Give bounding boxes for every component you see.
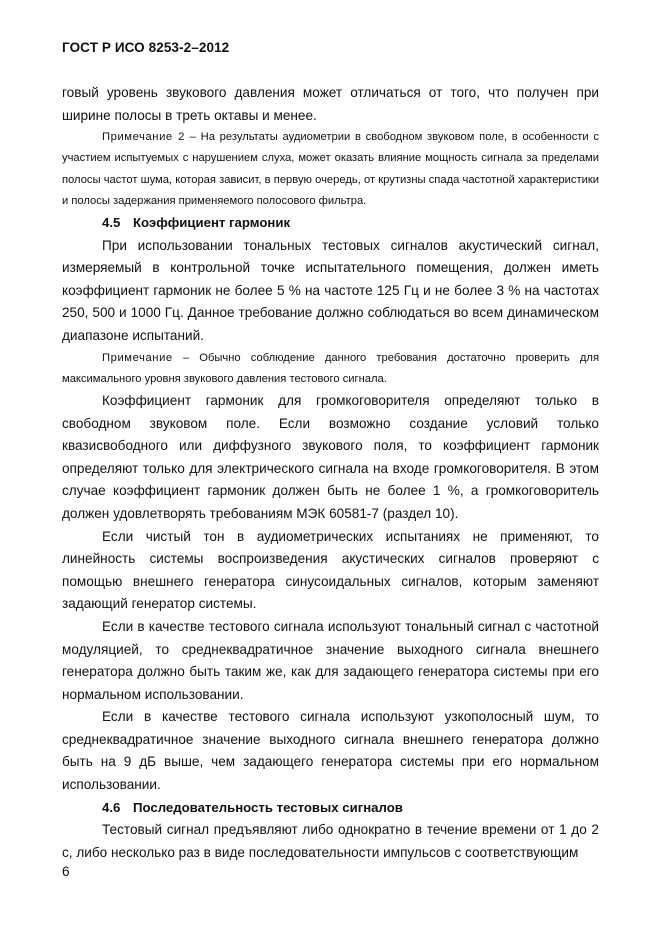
note-2-text: – На результаты аудиометрии в свободном звуковом поле, в особенности с участием испытуемых с нарушением слуха, может оказать влияние мощность сигнала за пределами полосы частот шума, которая зависит, в первую очередь, от крутизны спада частотной характеристики и полосы задержания применяемого полосового фильтра.	[62, 131, 599, 207]
paragraph-signal-sequence: Тестовый сигнал предъявляют либо однократно в течение времени от 1 до 2 с, либо несколько раз в виде последовательности импульсов с соответствующим	[62, 822, 599, 860]
page-number: 6	[62, 864, 70, 879]
section-number-4-6: 4.6	[102, 799, 121, 815]
document-header: ГОСТ Р ИСО 8253-2–2012	[62, 40, 230, 55]
paragraph-fm-signal: Если в качестве тестового сигнала используют тональный сигнал с частотной модуляцией, то среднеквадратичное значение выходного сигнала внешнего генератора должно быть таким же, как для задающего генератора системы при его нормальном использовании.	[62, 618, 599, 702]
paragraph-loudspeaker: Коэффициент гармоник для громкоговорителя определяют только в свободном звуковом поле. Если возможно создание условий только квазисвободного или диффузного звукового поля, то коэффициент гармоник определяют только для электрического сигнала на входе громкоговорителя. В этом случае коэффициент гармоник должен быть не более 1 %, а громкоговоритель должен удовлетворять требованиям МЭК 60581-7 (раздел 10).	[62, 392, 599, 521]
section-heading-4-5	[62, 212, 599, 235]
paragraph-continuation: говый уровень звукового давления может отличаться от того, что получен при ширине полосы в треть октавы и менее.	[62, 85, 599, 123]
paragraph-linearity: Если чистый тон в аудиометрических испытаниях не применяют, то линейность системы воспроизведения акустических сигналов проверяют с помощью внешнего генератора синусоидальных сигналов, которым заменяют задающий генератор системы.	[62, 528, 599, 612]
section-heading-4-6	[62, 797, 599, 820]
document-body	[62, 82, 599, 864]
section-number-4-5: 4.5	[102, 215, 121, 230]
note-2-label: Примечание 2	[102, 131, 185, 144]
note-label: Примечание	[102, 351, 173, 364]
paragraph-narrowband-noise: Если в качестве тестового сигнала используют узкополосный шум, то среднеквадратичное значение выходного сигнала внешнего генератора должно быть на 9 дБ выше, чем задающего генератора системы при его нормальном использовании.	[62, 709, 599, 793]
note	[62, 348, 599, 390]
section-title-4-5: Коэффициент гармоник	[133, 215, 291, 230]
section-title-4-6: Последовательность тестовых сигналов	[133, 799, 403, 815]
paragraph-harmonic-limits: При использовании тональных тестовых сигналов акустический сигнал, измеряемый в контрольной точке испытательного помещения, должен иметь коэффициент гармоник не более 5 % на частоте 125 Гц и не более 3 % на частотах 250, 500 и 1000 Гц. Данное требование должно соблюдаться во всем динамическом диапазоне испытаний.	[62, 237, 599, 343]
note-2	[62, 127, 599, 212]
note-text: – Обычно соблюдение данного требования достаточно проверить для максимального уровня звукового давления тестового сигнала.	[62, 351, 599, 385]
